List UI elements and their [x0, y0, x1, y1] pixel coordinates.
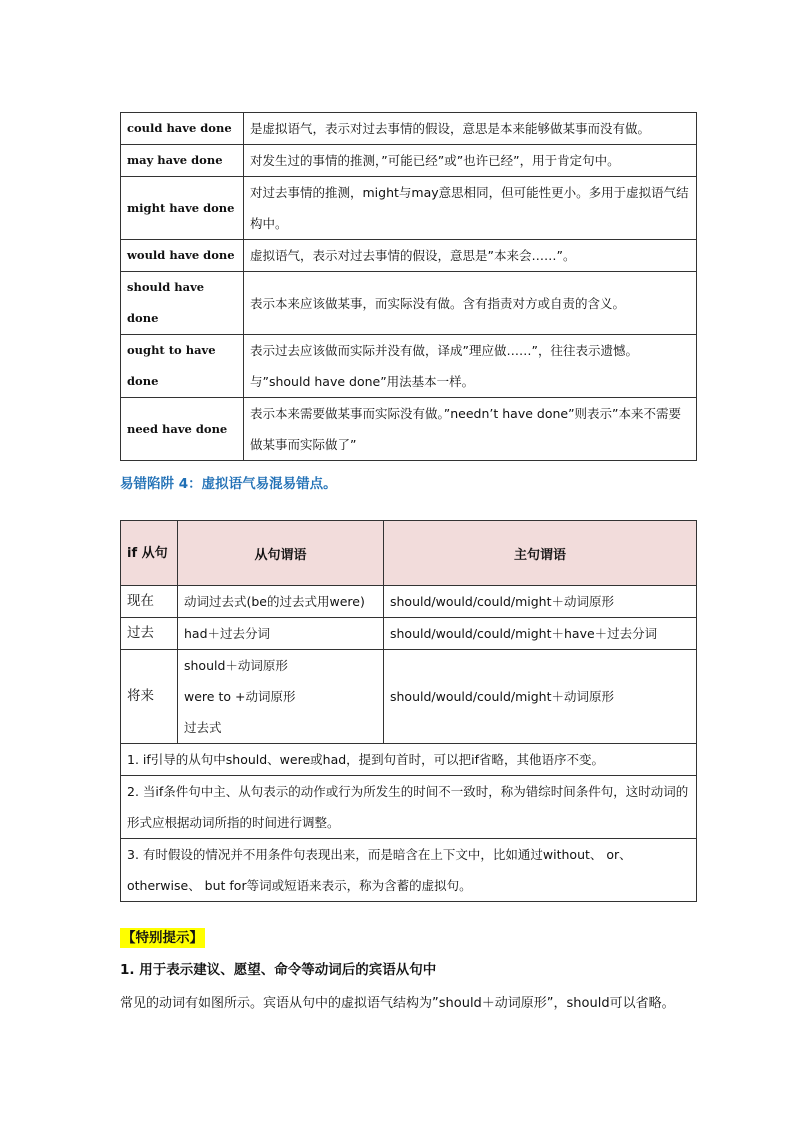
- predicate-line: were to +动词原形: [184, 689, 296, 704]
- note-cell: 2. 当if条件句中主、从句表示的动作或行为所发生的时间不一致时，称为错综时间条件句，这时动词的形式应根据动词所指的时间进行调整。: [121, 776, 697, 839]
- modal-term: could have done: [121, 113, 244, 145]
- main-predicate-cell: should/would/could/might＋动词原形: [384, 586, 697, 618]
- subordinate-predicate-cell: 动词过去式(be的过去式用were): [178, 586, 384, 618]
- section-heading: 易错陷阱 4：虚拟语气易混易错点。: [120, 476, 337, 492]
- tense-cell: 过去: [121, 618, 178, 650]
- special-tip-label: 【特别提示】: [122, 930, 203, 946]
- tip-paragraph: 常见的动词有如图所示。宾语从句中的虚拟语气结构为”should＋动词原形”，should可以省略。: [120, 996, 675, 1011]
- modal-description: 虚拟语气，表示对过去事情的假设，意思是”本来会……”。: [244, 240, 697, 272]
- table-header-row: [121, 521, 697, 586]
- note-cell: 1. if引导的从句中should、were或had，提到句首时，可以把if省略，其他语序不变。: [121, 744, 697, 776]
- document-page: [120, 112, 697, 1019]
- modal-description: 对过去事情的推测，might与may意思相同，但可能性更小。多用于虚拟语气结构中。: [244, 177, 697, 240]
- tip-heading: 1. 用于表示建议、愿望、命令等动词后的宾语从句中: [120, 962, 437, 978]
- table-row: [121, 618, 697, 650]
- table-row: [121, 113, 697, 145]
- table-row: [121, 335, 697, 398]
- tense-cell: 将来: [121, 650, 178, 744]
- modal-description: 表示过去应该做而实际并没有做，译成”理应做……”，往往表示遗憾。与”should have done”用法基本一样。: [244, 335, 697, 398]
- table-row: [121, 240, 697, 272]
- table-row: [121, 272, 697, 335]
- note-row: [121, 839, 697, 902]
- modal-term: need have done: [121, 398, 244, 461]
- modal-verb-table: [120, 112, 697, 461]
- if-clause-table: [120, 520, 697, 902]
- column-header-main-predicate: 主句谓语: [384, 521, 697, 586]
- modal-description: 对发生过的事情的推测，”可能已经”或”也许已经”，用于肯定句中。: [244, 145, 697, 177]
- predicate-line: should＋动词原形: [184, 658, 288, 673]
- modal-term: should have done: [121, 272, 244, 335]
- subordinate-predicate-cell: [178, 650, 384, 744]
- note-cell: 3. 有时假设的情况并不用条件句表现出来，而是暗含在上下文中，比如通过without、 or、 otherwise、 but for等词或短语来表示，称为含蓄的虚拟句。: [121, 839, 697, 902]
- modal-term: may have done: [121, 145, 244, 177]
- tense-cell: 现在: [121, 586, 178, 618]
- modal-term: would have done: [121, 240, 244, 272]
- note-row: [121, 744, 697, 776]
- table-row: [121, 398, 697, 461]
- main-predicate-cell: should/would/could/might＋动词原形: [384, 650, 697, 744]
- column-header-subordinate-predicate: 从句谓语: [178, 521, 384, 586]
- table-row: [121, 650, 697, 744]
- table-row: [121, 586, 697, 618]
- subordinate-predicate-cell: had＋过去分词: [178, 618, 384, 650]
- note-row: [121, 776, 697, 839]
- column-header-if-clause: if 从句: [121, 521, 178, 586]
- modal-term: might have done: [121, 177, 244, 240]
- modal-description: 表示本来应该做某事，而实际没有做。含有指责对方或自责的含义。: [244, 272, 697, 335]
- table-row: [121, 145, 697, 177]
- table-row: [121, 177, 697, 240]
- main-predicate-cell: should/would/could/might＋have＋过去分词: [384, 618, 697, 650]
- modal-term: ought to have done: [121, 335, 244, 398]
- predicate-line: 过去式: [184, 720, 222, 735]
- modal-description: 表示本来需要做某事而实际没有做。”needn’t have done”则表示”本来不需要做某事而实际做了”: [244, 398, 697, 461]
- modal-description: 是虚拟语气，表示对过去事情的假设，意思是本来能够做某事而没有做。: [244, 113, 697, 145]
